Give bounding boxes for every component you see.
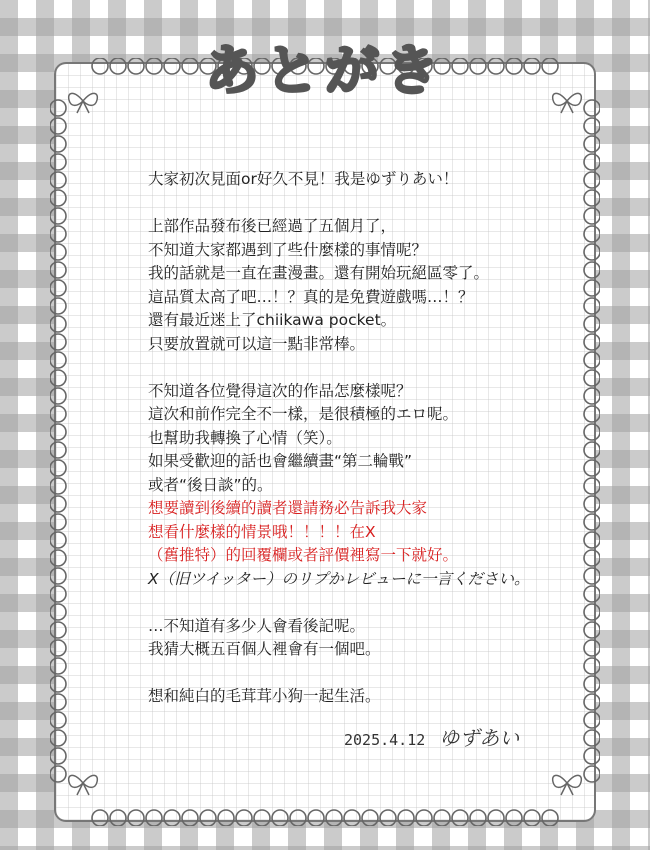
page-title: あとがき <box>205 39 445 102</box>
signature-block <box>344 722 519 751</box>
text-line: 不知道各位覺得這次的作品怎麼樣呢？ <box>148 381 412 400</box>
paragraph-work <box>148 380 598 498</box>
text-line: 大家初次見面or好久不見！我是ゆずりあい！ <box>148 170 459 188</box>
text-line: 想和純白的毛茸茸小狗一起生活。 <box>148 687 381 705</box>
text-line: 上部作品發布後已經過了五個月了， <box>148 217 397 235</box>
highlighted-line: （舊推特）的回覆欄或者評價裡寫一下就好。 <box>148 546 459 564</box>
signature-date: 2025.4.12 <box>344 731 426 749</box>
text-line: 不知道大家都遇到了些什麼樣的事情呢？ <box>148 240 428 259</box>
text-line: 我的話就是一直在畫漫畫。還有開始玩絕區零了。 <box>148 264 490 282</box>
paragraph-reader <box>148 615 598 662</box>
handwritten-line: X（旧ツイッター）のリプかレビューに一言ください。 <box>148 569 530 588</box>
ribbon-bow-icon <box>66 770 100 796</box>
paragraph-request <box>148 497 598 591</box>
afterword-body <box>148 168 598 732</box>
highlighted-line: 想看什麼樣的情景哦！！！！在X <box>148 522 376 541</box>
text-line: 這次和前作完全不一樣，是很積極的エロ呢。 <box>148 405 459 423</box>
text-line: 只要放置就可以這一點非常棒。 <box>148 334 366 353</box>
text-line: 還有最近迷上了chiikawa pocket。 <box>148 311 397 329</box>
paragraph-closing <box>148 685 598 709</box>
ribbon-bow-icon <box>550 770 584 796</box>
text-line: …不知道有多少人會看後記呢。 <box>148 616 366 635</box>
text-line: 或者“後日談”的。 <box>148 475 273 494</box>
text-line: 也幫助我轉換了心情（笑）。 <box>148 428 342 447</box>
text-line: 這品質太高了吧…！？真的是免費遊戲嗎…！？ <box>148 287 474 306</box>
paragraph-greeting <box>148 168 598 192</box>
signature-name: ゆずあい <box>439 726 520 750</box>
text-line: 我猜大概五百個人裡會有一個吧。 <box>148 640 381 658</box>
ribbon-bow-icon <box>550 88 584 114</box>
paragraph-update <box>148 215 598 356</box>
text-line: 如果受歡迎的話也會繼續畫“第二輪戰” <box>148 452 413 470</box>
ribbon-bow-icon <box>66 88 100 114</box>
highlighted-line: 想要讀到後續的讀者還請務必告訴我大家 <box>148 499 428 517</box>
